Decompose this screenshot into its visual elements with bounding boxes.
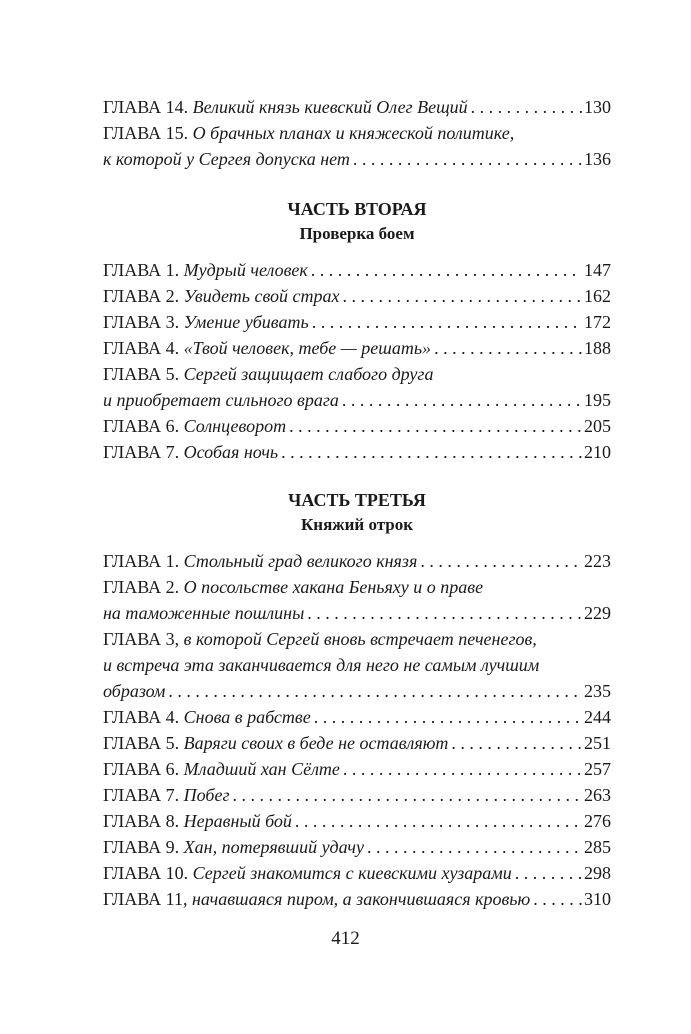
toc-entry[interactable] [103, 257, 611, 283]
chapter-title: Увидеть свой страх [183, 286, 340, 306]
leader-dots [312, 309, 582, 335]
chapter-label: ГЛАВА 2. [103, 286, 180, 306]
page-ref: 244 [584, 707, 611, 727]
chapter-label: ГЛАВА 8. [103, 811, 180, 831]
chapter-label: ГЛАВА 2. [103, 577, 180, 597]
leader-dots [314, 704, 582, 730]
page-ref: 210 [584, 442, 611, 462]
chapter-title: к которой у Сергея допуска нет [103, 149, 350, 169]
page-ref: 229 [584, 603, 611, 623]
chapter-title: и встреча эта заканчивается для него не самым лучшим [103, 655, 540, 675]
toc-entry[interactable] [103, 756, 611, 782]
chapter-title: начавшаяся пиром, а закончившаяся кровью [191, 889, 531, 909]
toc-entry[interactable] [103, 439, 611, 465]
part-heading: ЧАСТЬ ВТОРАЯ [287, 199, 427, 219]
chapter-label: ГЛАВА 4. [103, 707, 180, 727]
toc-entry[interactable] [103, 860, 611, 886]
page-ref: 285 [584, 837, 611, 857]
leader-dots [533, 886, 582, 912]
page-ref: 136 [584, 149, 611, 169]
leader-dots [451, 730, 582, 756]
toc-entry[interactable] [103, 730, 611, 756]
chapter-title: Побег [183, 785, 230, 805]
chapter-label: ГЛАВА 3. [103, 312, 180, 332]
chapter-label: ГЛАВА 7. [103, 785, 180, 805]
page-ref: 195 [584, 390, 611, 410]
chapter-title: Хан, потерявший удачу [183, 837, 364, 857]
toc-entry[interactable] [103, 626, 611, 652]
chapter-title: Варяги своих в беде не оставляют [183, 733, 449, 753]
chapter-title: Неравный бой [183, 811, 292, 831]
chapter-title: на таможенные пошлины [103, 603, 305, 623]
chapter-label: ГЛАВА 15. [103, 123, 189, 143]
toc-entry[interactable] [103, 283, 611, 309]
leader-dots [342, 387, 582, 413]
page-ref: 172 [584, 312, 611, 332]
chapter-label: ГЛАВА 4. [103, 338, 180, 358]
chapter-label: ГЛАВА 1. [103, 551, 180, 571]
page-number: 412 [331, 928, 360, 949]
chapter-title: Мудрый человек [183, 260, 308, 280]
page-ref: 188 [584, 338, 611, 358]
leader-dots [281, 439, 582, 465]
toc-entry[interactable] [103, 94, 611, 120]
page-ref: 235 [584, 681, 611, 701]
leader-dots [367, 834, 582, 860]
chapter-label: ГЛАВА 3, [103, 629, 180, 649]
page-ref: 310 [584, 889, 611, 909]
chapter-title: образом [103, 681, 166, 701]
page-ref: 130 [584, 97, 611, 117]
chapter-title: О брачных планах и княжеской политике, [192, 123, 515, 143]
leader-dots [420, 548, 582, 574]
chapter-label: ГЛАВА 5. [103, 733, 180, 753]
chapter-label: ГЛАВА 10. [103, 863, 189, 883]
chapter-label: ГЛАВА 7. [103, 442, 180, 462]
page-ref: 257 [584, 759, 611, 779]
toc-entry[interactable] [103, 361, 611, 387]
chapter-title: Сергей знакомится с киевскими хузарами [192, 863, 512, 883]
page-ref: 251 [584, 733, 611, 753]
chapter-title: Умение убивать [183, 312, 309, 332]
leader-dots [515, 860, 582, 886]
chapter-label: ГЛАВА 9. [103, 837, 180, 857]
toc-entry[interactable] [103, 413, 611, 439]
chapter-label: ГЛАВА 1. [103, 260, 180, 280]
toc-entry[interactable] [103, 120, 611, 146]
chapter-title: О посольстве хакана Беньяху и о праве [183, 577, 484, 597]
leader-dots [295, 808, 582, 834]
toc-entry[interactable] [103, 548, 611, 574]
leader-dots [168, 678, 582, 704]
page-ref: 263 [584, 785, 611, 805]
toc-entry-continuation[interactable] [103, 146, 611, 172]
page-ref: 276 [584, 811, 611, 831]
chapter-label: ГЛАВА 14. [103, 97, 189, 117]
toc-entry[interactable] [103, 808, 611, 834]
page-ref: 298 [584, 863, 611, 883]
leader-dots [232, 782, 582, 808]
toc-entry[interactable] [103, 574, 611, 600]
chapter-title: в которой Сергей вновь встречает печенегов, [183, 629, 537, 649]
chapter-title: Младший хан Сёлте [183, 759, 340, 779]
chapter-title: Стольный град великого князя [183, 551, 418, 571]
toc-entry-continuation[interactable] [103, 600, 611, 626]
chapter-label: ГЛАВА 11, [103, 889, 188, 909]
page-ref: 205 [584, 416, 611, 436]
toc-entry-continuation[interactable] [103, 652, 611, 678]
chapter-title: Снова в рабстве [183, 707, 311, 727]
chapter-title: и приобретает сильного врага [103, 390, 339, 410]
toc-entry[interactable] [103, 886, 611, 912]
chapter-title: «Твой человек, тебе — решать» [183, 338, 432, 358]
toc-entry[interactable] [103, 335, 611, 361]
leader-dots [289, 413, 582, 439]
leader-dots [353, 146, 582, 172]
toc-entry[interactable] [103, 309, 611, 335]
chapter-label: ГЛАВА 6. [103, 416, 180, 436]
toc-entry-continuation[interactable] [103, 387, 611, 413]
leader-dots [471, 94, 582, 120]
leader-dots [311, 257, 582, 283]
part-subtitle: Проверка боем [299, 224, 415, 243]
leader-dots [307, 600, 582, 626]
leader-dots [434, 335, 582, 361]
chapter-title: Особая ночь [183, 442, 279, 462]
chapter-label: ГЛАВА 5. [103, 364, 180, 384]
toc-entry[interactable] [103, 834, 611, 860]
toc-entry[interactable] [103, 704, 611, 730]
chapter-title: Солнцеворот [183, 416, 287, 436]
page-ref: 223 [584, 551, 611, 571]
part-heading: ЧАСТЬ ТРЕТЬЯ [288, 490, 426, 510]
leader-dots [343, 756, 582, 782]
page-ref: 162 [584, 286, 611, 306]
chapter-label: ГЛАВА 6. [103, 759, 180, 779]
chapter-title: Великий князь киевский Олег Вещий [192, 97, 468, 117]
chapter-title: Сергей защищает слабого друга [183, 364, 434, 384]
page-ref: 147 [584, 260, 611, 280]
toc-entry-continuation[interactable] [103, 678, 611, 704]
toc-entry[interactable] [103, 782, 611, 808]
part-subtitle: Княжий отрок [300, 515, 414, 534]
leader-dots [343, 283, 582, 309]
